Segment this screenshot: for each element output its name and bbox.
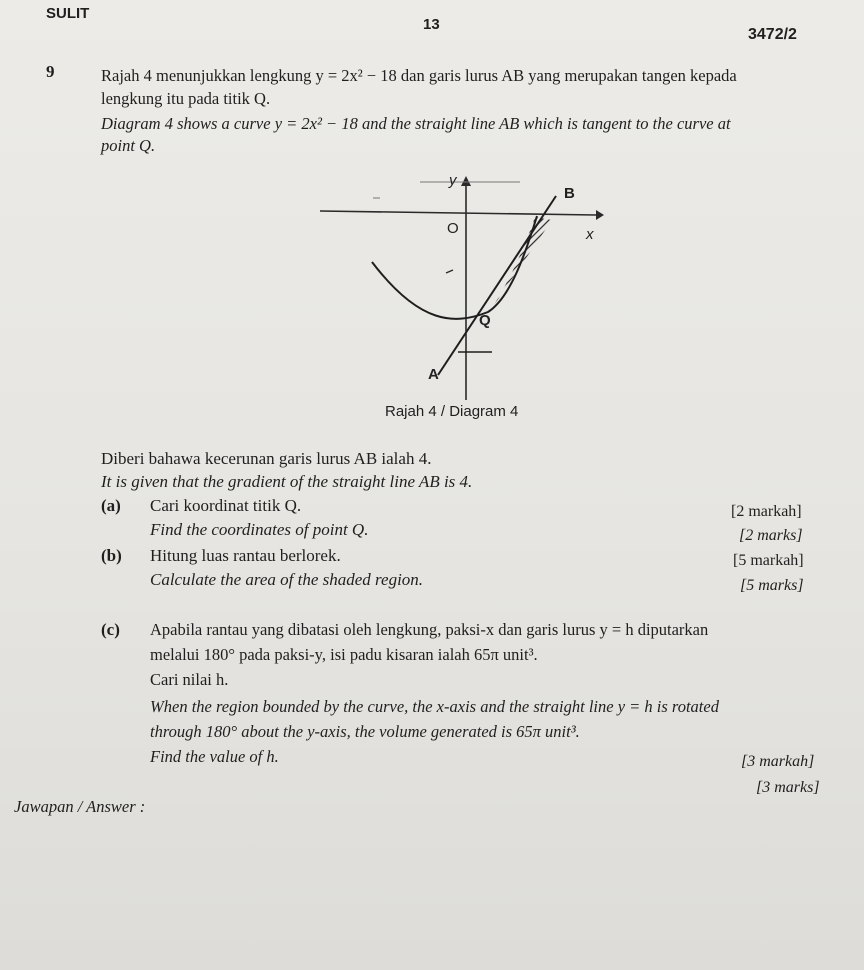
part-c-english-line-3: Find the value of h. (150, 747, 279, 766)
diagram-caption: Rajah 4 / Diagram 4 (385, 403, 519, 420)
label-o: O (447, 220, 459, 237)
page-number: 13 (423, 16, 440, 33)
part-c-malay-line-3: Cari nilai h. (150, 670, 229, 689)
part-c-marks-english: [3 marks] (756, 779, 820, 796)
given-malay: Diberi bahawa kecerunan garis lurus AB ialah 4. (101, 449, 432, 468)
part-c-malay-line-2: melalui 180° pada paksi-y, isi padu kisaran ialah 65π unit³. (150, 645, 538, 664)
label-q: Q (479, 312, 491, 329)
y-intercept-tick (446, 270, 453, 273)
part-a-marks-english: [2 marks] (739, 527, 803, 544)
question-english-line-1: Diagram 4 shows a curve y = 2x² − 18 and the straight line AB which is tangent to the curve at (101, 114, 731, 133)
y-axis-arrowhead (461, 176, 471, 186)
part-c-english-line-2: through 180° about the y-axis, the volume generated is 65π unit³. (150, 722, 580, 741)
part-b-marks-malay: [5 markah] (733, 552, 804, 569)
x-axis-arrowhead (596, 210, 604, 220)
label-b: B (564, 185, 575, 202)
question-english-line-2: point Q. (101, 136, 156, 155)
part-a-english: Find the coordinates of point Q. (150, 520, 369, 539)
part-c-marks-malay: [3 markah] (741, 753, 815, 770)
answer-label: Jawapan / Answer : (14, 797, 146, 816)
given-english: It is given that the gradient of the straight line AB is 4. (101, 472, 473, 491)
label-a: A (428, 366, 439, 383)
label-y: y (449, 172, 457, 189)
header-sulit: SULIT (46, 5, 90, 22)
question-number: 9 (46, 62, 55, 81)
label-x: x (586, 226, 594, 243)
paper-code: 3472/2 (748, 26, 797, 43)
part-b-malay: Hitung luas rantau berlorek. (150, 546, 341, 565)
part-a-label: (a) (101, 496, 121, 515)
part-b-english: Calculate the area of the shaded region. (150, 570, 424, 589)
question-malay-line-1: Rajah 4 menunjukkan lengkung y = 2x² − 18 dan garis lurus AB yang merupakan tangen kepada (101, 66, 737, 85)
diagram-4 (0, 160, 864, 560)
part-b-label: (b) (101, 546, 122, 565)
shaded-region (492, 217, 552, 308)
question-malay-line-2: lengkung itu pada titik Q. (101, 89, 271, 108)
part-c-malay-line-1: Apabila rantau yang dibatasi oleh lengkung, paksi-x dan garis lurus y = h diputarkan (150, 620, 709, 639)
part-a-marks-malay: [2 markah] (731, 503, 802, 520)
part-a-malay: Cari koordinat titik Q. (150, 496, 302, 515)
x-axis (320, 211, 596, 215)
part-c-label: (c) (101, 620, 120, 639)
part-c-english-line-1: When the region bounded by the curve, the x-axis and the straight line y = h is rotated (150, 697, 719, 716)
part-b-marks-english: [5 marks] (740, 577, 804, 594)
